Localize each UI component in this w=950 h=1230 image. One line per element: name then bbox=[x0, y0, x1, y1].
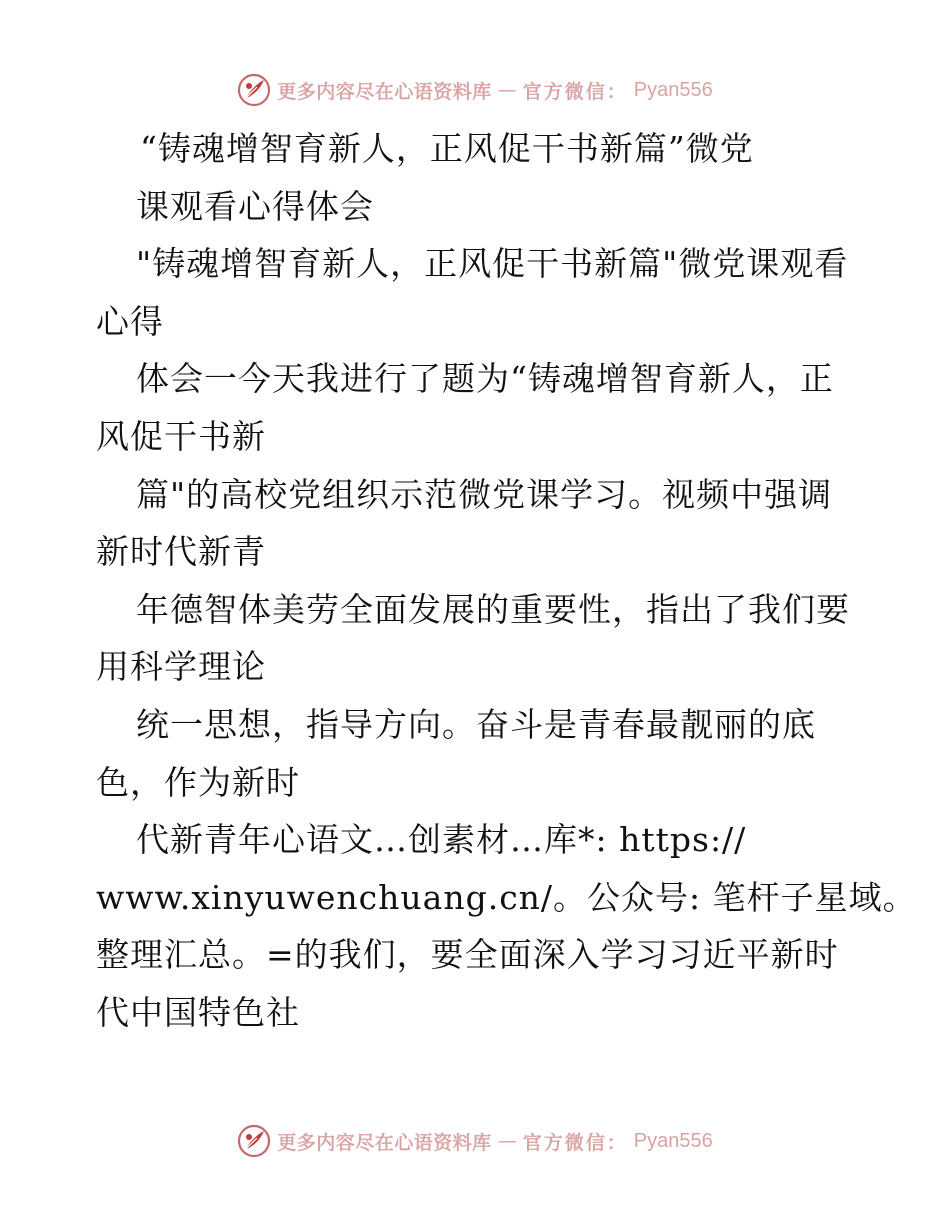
title-line-1: “铸魂增智育新人，正风促干书新篇”微党 bbox=[140, 129, 754, 168]
footer-banner-content bbox=[237, 1124, 713, 1158]
banner-separator: — bbox=[497, 79, 517, 101]
document-body bbox=[96, 120, 917, 1042]
banner-wechat-label: 官方微信： bbox=[522, 1131, 628, 1154]
header-banner-content bbox=[237, 73, 713, 107]
text-line: 用科学理论 bbox=[96, 647, 266, 687]
text-line: www.xinyuwenchuang.cn/。公众号: 笔杆子星域。 bbox=[96, 877, 917, 917]
feather-quill-logo-icon bbox=[237, 1124, 271, 1158]
feather-quill-logo-icon bbox=[237, 73, 271, 107]
footer-watermark-banner bbox=[0, 1121, 950, 1161]
text-line: 风促干书新 bbox=[96, 416, 266, 456]
text-line: 统一思想，指导方向。奋斗是青春最靓丽的底 bbox=[136, 704, 816, 744]
text-line: 整理汇总。=的我们，要全面深入学习习近平新时 bbox=[96, 935, 839, 975]
header-watermark-banner bbox=[0, 70, 950, 110]
banner-wechat-handle: Pyan556 bbox=[633, 1129, 713, 1152]
banner-slogan: 更多内容尽在心语资料库 bbox=[277, 80, 492, 103]
banner-wechat-label: 官方微信： bbox=[522, 80, 628, 103]
text-line: 色，作为新时 bbox=[96, 762, 300, 802]
text-line: 新时代新青 bbox=[96, 532, 266, 572]
text-line: 年德智体美劳全面发展的重要性，指出了我们要 bbox=[136, 589, 850, 629]
text-line: 代中国特色社 bbox=[96, 992, 300, 1032]
text-line: 心得 bbox=[96, 301, 164, 341]
text-line: 篇"的高校党组织示范微党课学习。视频中强调 bbox=[136, 474, 833, 514]
banner-separator: — bbox=[497, 1130, 517, 1152]
text-line: 体会一今天我进行了题为“铸魂增智育新人，正 bbox=[136, 359, 834, 399]
banner-slogan: 更多内容尽在心语资料库 bbox=[277, 1131, 492, 1154]
text-line: 代新青年心语文…创素材…库*: https:// bbox=[136, 820, 747, 860]
text-line: "铸魂增智育新人，正风促干书新篇"微党课观看 bbox=[136, 244, 849, 284]
banner-wechat-handle: Pyan556 bbox=[633, 78, 713, 101]
title-line-2: 课观看心得体会 bbox=[136, 186, 374, 226]
